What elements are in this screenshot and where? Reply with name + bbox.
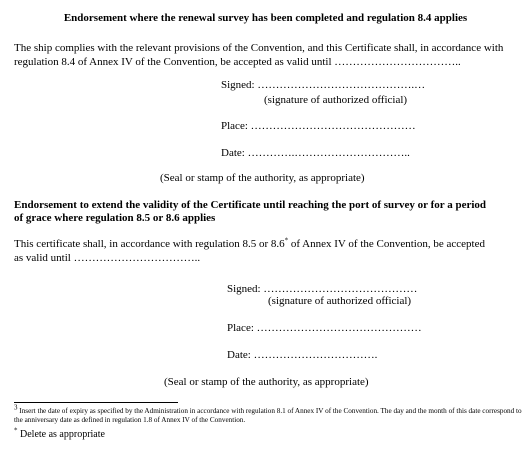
footnote-expiry bbox=[14, 403, 526, 425]
section2-heading-line2: of grace where regulation 8.5 or 8.6 applies bbox=[14, 212, 216, 224]
section2-seal-note: (Seal or stamp of the authority, as appropriate) bbox=[164, 376, 369, 388]
section2-signature-caption: (signature of authorized official) bbox=[268, 295, 412, 307]
section1-signed-line: Signed: …………………………………….… bbox=[221, 79, 426, 91]
footnote-delete bbox=[14, 426, 105, 441]
section1-signature-caption: (signature of authorized official) bbox=[264, 94, 408, 106]
section2-paragraph-asterisk: * bbox=[284, 236, 289, 245]
section2-signed-line: Signed: …………………………………… bbox=[227, 283, 418, 295]
footnote-divider bbox=[14, 402, 178, 403]
section1-heading: Endorsement where the renewal survey has been completed and regulation 8.4 applies bbox=[63, 12, 468, 24]
section1-date-line: Date: ………….………………………….. bbox=[221, 147, 410, 159]
section2-heading-line1: Endorsement to extend the validity of the Certificate until reaching the port of survey or for a period bbox=[14, 199, 487, 211]
footnote-expiry-text: Insert the date of expiry as specified by the Administration in accordance with regulation 8.1 of Annex IV of the Convention. The day and the month of this date correspond to the anniversary date as defined in regulation 1.8 of Annex IV of the Convention. bbox=[14, 407, 522, 424]
section2-place-line: Place: ……………………………………… bbox=[227, 322, 422, 334]
footnote-delete-marker: * bbox=[14, 426, 18, 435]
section1-paragraph: The ship complies with the relevant provisions of the Convention, and this Certificate shall, in accordance with regulation 8.4 of Annex IV of the Convention, be accepted as valid until …………………………….. bbox=[14, 42, 504, 68]
section1-place-line: Place: ……………………………………… bbox=[221, 120, 416, 132]
footnote-expiry-marker: 3 bbox=[14, 403, 18, 412]
footnote-delete-text: Delete as appropriate bbox=[17, 429, 105, 440]
section2-paragraph-line2: as valid until …………………………….. bbox=[14, 252, 201, 264]
section1-seal-note: (Seal or stamp of the authority, as appropriate) bbox=[160, 172, 365, 184]
section2-paragraph-line1 bbox=[14, 238, 485, 251]
section2-date-line: Date: ……………………………. bbox=[227, 349, 378, 361]
section2-paragraph-part-b: of Annex IV of the Convention, be accepted bbox=[288, 238, 485, 250]
section2-paragraph-part-a: This certificate shall, in accordance with regulation 8.5 or 8.6 bbox=[14, 238, 285, 250]
